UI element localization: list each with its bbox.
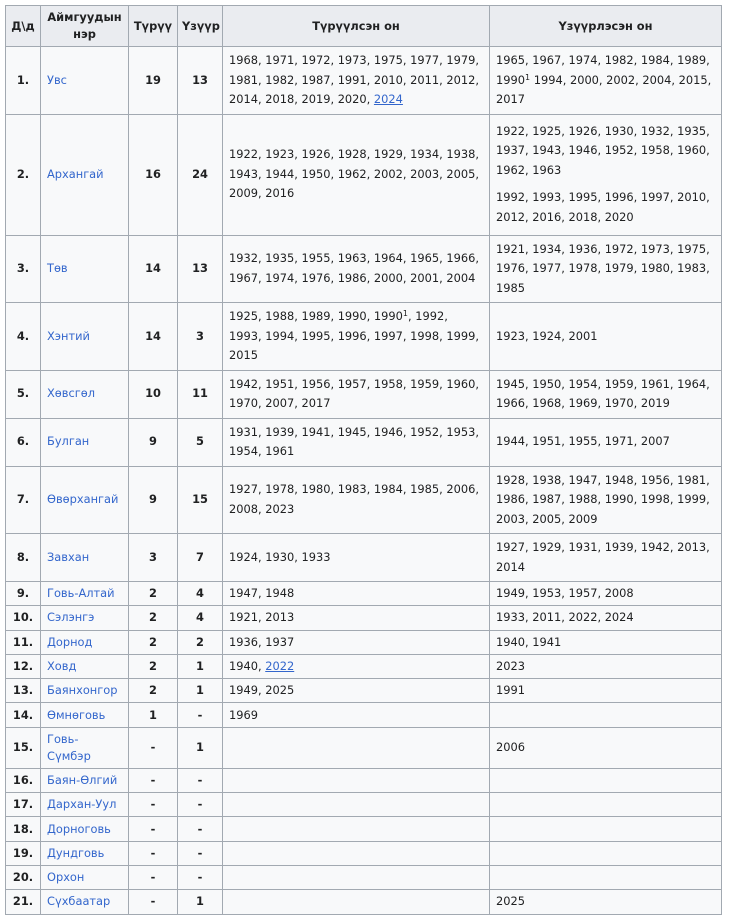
losses-count: - xyxy=(178,768,223,792)
losses-count: - xyxy=(178,841,223,865)
won-years-text: 1925, 1988, 1989, 1990, 1990 xyxy=(229,309,403,323)
won-years: 1931, 1939, 1941, 1945, 1946, 1952, 1953, 1954, 1961 xyxy=(223,418,490,466)
losses-count: 13 xyxy=(178,47,223,115)
aimag-link[interactable]: Архангай xyxy=(47,166,104,181)
won-years xyxy=(223,890,490,914)
table-row xyxy=(6,47,722,115)
lost-years: 1940, 1941 xyxy=(490,630,722,654)
aimag-results-table xyxy=(5,5,722,915)
wins-count: 19 xyxy=(129,47,178,115)
row-number: 16. xyxy=(6,768,41,792)
table-row xyxy=(6,235,722,303)
losses-count: 1 xyxy=(178,679,223,703)
row-number: 12. xyxy=(6,654,41,678)
won-years: 1932, 1935, 1955, 1963, 1964, 1965, 1966, 1967, 1974, 1976, 1986, 2000, 2001, 2004 xyxy=(223,235,490,303)
wins-count: 3 xyxy=(129,534,178,582)
row-number: 10. xyxy=(6,606,41,630)
aimag-link[interactable]: Сэлэнгэ xyxy=(47,610,95,625)
aimag-name xyxy=(41,303,129,371)
row-number: 3. xyxy=(6,235,41,303)
table-row xyxy=(6,534,722,582)
losses-count: 1 xyxy=(178,890,223,914)
wins-count: 16 xyxy=(129,114,178,235)
header-name[interactable] xyxy=(41,6,129,47)
header-name-line2: нэр xyxy=(73,27,96,41)
row-number: 13. xyxy=(6,679,41,703)
row-number: 2. xyxy=(6,114,41,235)
lost-years: 2006 xyxy=(490,727,722,768)
aimag-name xyxy=(41,890,129,914)
losses-count: 4 xyxy=(178,582,223,606)
row-number: 7. xyxy=(6,466,41,534)
aimag-link[interactable]: Говь-Алтай xyxy=(47,586,115,601)
aimag-name xyxy=(41,793,129,817)
losses-count: 11 xyxy=(178,370,223,418)
table-row xyxy=(6,793,722,817)
lost-years xyxy=(490,47,722,115)
wins-count: 2 xyxy=(129,630,178,654)
losses-count: 15 xyxy=(178,466,223,534)
losses-count: 1 xyxy=(178,727,223,768)
aimag-name xyxy=(41,534,129,582)
row-number: 17. xyxy=(6,793,41,817)
table-row xyxy=(6,679,722,703)
row-number: 14. xyxy=(6,703,41,727)
aimag-name xyxy=(41,841,129,865)
row-number: 4. xyxy=(6,303,41,371)
losses-count: 1 xyxy=(178,654,223,678)
lost-years: 1945, 1950, 1954, 1959, 1961, 1964, 1966, 1968, 1969, 1970, 2019 xyxy=(490,370,722,418)
wins-count: 2 xyxy=(129,582,178,606)
won-years xyxy=(223,768,490,792)
aimag-name xyxy=(41,865,129,889)
wins-count: - xyxy=(129,793,178,817)
wins-count: 1 xyxy=(129,703,178,727)
row-number: 9. xyxy=(6,582,41,606)
lost-years xyxy=(490,865,722,889)
table-row xyxy=(6,841,722,865)
aimag-name xyxy=(41,418,129,466)
won-years: 1969 xyxy=(223,703,490,727)
lost-years: 1949, 1953, 1957, 2008 xyxy=(490,582,722,606)
aimag-link[interactable]: Завхан xyxy=(47,549,90,564)
table-row xyxy=(6,890,722,914)
aimag-name xyxy=(41,703,129,727)
lost-years: 1928, 1938, 1947, 1948, 1956, 1981, 1986, 1987, 1988, 1990, 1998, 1999, 2003, 2005, 2009 xyxy=(490,466,722,534)
lost-years: 2025 xyxy=(490,890,722,914)
table-row xyxy=(6,418,722,466)
table-row xyxy=(6,768,722,792)
won-years xyxy=(223,865,490,889)
aimag-name xyxy=(41,630,129,654)
aimag-link[interactable]: Ховд xyxy=(47,659,77,674)
table-row xyxy=(6,727,722,768)
aimag-name xyxy=(41,727,129,768)
row-number: 8. xyxy=(6,534,41,582)
table-row xyxy=(6,466,722,534)
losses-count: - xyxy=(178,703,223,727)
header-num[interactable]: Д\д xyxy=(6,6,41,47)
won-years xyxy=(223,841,490,865)
wins-count: - xyxy=(129,817,178,841)
aimag-link[interactable]: Төв xyxy=(47,261,68,275)
lost-years: 2023 xyxy=(490,654,722,678)
aimag-name xyxy=(41,582,129,606)
aimag-link[interactable]: Өмнөговь xyxy=(47,707,106,722)
wins-count: 2 xyxy=(129,679,178,703)
wins-count: 2 xyxy=(129,654,178,678)
wins-count: 2 xyxy=(129,606,178,630)
losses-count: 13 xyxy=(178,235,223,303)
table-row xyxy=(6,817,722,841)
header-losses[interactable]: Үзүүр xyxy=(178,6,223,47)
header-lost-years[interactable]: Үзүүрлэсэн он xyxy=(490,6,722,47)
won-years xyxy=(223,47,490,115)
aimag-link[interactable]: Увс xyxy=(47,72,67,87)
wins-count: - xyxy=(129,727,178,768)
won-years: 1949, 2025 xyxy=(223,679,490,703)
won-years xyxy=(223,654,490,678)
wins-count: - xyxy=(129,890,178,914)
lost-years: 1921, 1934, 1936, 1972, 1973, 1975, 1976, 1977, 1978, 1979, 1980, 1983, 1985 xyxy=(490,235,722,303)
aimag-name xyxy=(41,466,129,534)
wins-count: - xyxy=(129,841,178,865)
losses-count: - xyxy=(178,817,223,841)
losses-count: 24 xyxy=(178,114,223,235)
lost-years-paragraph: 1992, 1993, 1995, 1996, 1997, 2010, 2012, 2016, 2018, 2020 xyxy=(496,190,710,224)
aimag-link[interactable]: Дархан-Уул xyxy=(47,797,117,812)
aimag-link[interactable]: Орхон xyxy=(47,870,85,885)
lost-years xyxy=(490,793,722,817)
wins-count: 14 xyxy=(129,235,178,303)
aimag-link[interactable]: Сүхбаатар xyxy=(47,894,111,909)
losses-count: 5 xyxy=(178,418,223,466)
won-years-text: 1968, 1971, 1972, 1973, 1975, 1977, 1979, 1981, 1982, 1987, 1991, 2010, 2011, 2012, 2014, 2018, 2019, 2020, xyxy=(229,53,479,106)
lost-years xyxy=(490,114,722,235)
wins-count: 9 xyxy=(129,466,178,534)
lost-years: 1944, 1951, 1955, 1971, 2007 xyxy=(490,418,722,466)
row-number: 6. xyxy=(6,418,41,466)
won-years xyxy=(223,817,490,841)
lost-years-text: 1994, 2000, 2002, 2004, 2015, 2017 xyxy=(496,72,712,106)
won-years-text: 1940, xyxy=(229,659,266,674)
row-number: 5. xyxy=(6,370,41,418)
year-link[interactable]: 2024 xyxy=(373,92,403,106)
lost-years: 1927, 1929, 1931, 1939, 1942, 2013, 2014 xyxy=(490,534,722,582)
table-row xyxy=(6,606,722,630)
header-won-years[interactable]: Түрүүлсэн он xyxy=(223,6,490,47)
table-row xyxy=(6,865,722,889)
table-row xyxy=(6,630,722,654)
aimag-link[interactable]: Дорнод xyxy=(47,634,93,649)
won-years xyxy=(223,727,490,768)
table-row xyxy=(6,703,722,727)
lost-years xyxy=(490,703,722,727)
aimag-link[interactable]: Хэнтий xyxy=(47,328,90,343)
wins-count: 10 xyxy=(129,370,178,418)
lost-years: 1933, 2011, 2022, 2024 xyxy=(490,606,722,630)
wins-count: - xyxy=(129,768,178,792)
aimag-link[interactable]: Баян-Өлгий xyxy=(47,772,118,787)
header-name-line1: Аймгуудын xyxy=(47,10,122,24)
row-number: 19. xyxy=(6,841,41,865)
aimag-name xyxy=(41,654,129,678)
year-link[interactable]: 2022 xyxy=(265,659,295,674)
lost-years xyxy=(490,817,722,841)
header-wins[interactable]: Түрүү xyxy=(129,6,178,47)
aimag-name xyxy=(41,817,129,841)
table-row xyxy=(6,654,722,678)
won-years xyxy=(223,303,490,371)
row-number: 18. xyxy=(6,817,41,841)
aimag-link[interactable]: Өвөрхангай xyxy=(47,492,119,506)
header-row xyxy=(6,6,722,47)
footnote-marker[interactable]: 1 xyxy=(402,309,409,318)
lost-years xyxy=(490,841,722,865)
table-row xyxy=(6,582,722,606)
losses-count: 2 xyxy=(178,630,223,654)
losses-count: - xyxy=(178,865,223,889)
row-number: 1. xyxy=(6,47,41,115)
aimag-link[interactable]: Булган xyxy=(47,434,90,449)
lost-years-paragraph: 1922, 1925, 1926, 1930, 1932, 1935, 1937, 1943, 1946, 1952, 1958, 1960, 1962, 1963 xyxy=(496,123,710,177)
aimag-name xyxy=(41,606,129,630)
aimag-link[interactable]: Дундговь xyxy=(47,845,105,860)
won-years: 1927, 1978, 1980, 1983, 1984, 1985, 2006, 2008, 2023 xyxy=(223,466,490,534)
won-years: 1936, 1937 xyxy=(223,630,490,654)
won-years: 1942, 1951, 1956, 1957, 1958, 1959, 1960, 1970, 2007, 2017 xyxy=(223,370,490,418)
aimag-name xyxy=(41,114,129,235)
won-years-text: , 1992, 1993, 1994, 1995, 1996, 1997, 1998, 1999, 2015 xyxy=(229,309,479,362)
wins-count: - xyxy=(129,865,178,889)
lost-years: 1923, 1924, 2001 xyxy=(490,303,722,371)
lost-years-text: 1965, 1967, 1974, 1982, 1984, 1989, 1990 xyxy=(496,53,710,87)
wins-count: 9 xyxy=(129,418,178,466)
row-number: 21. xyxy=(6,890,41,914)
aimag-name xyxy=(41,679,129,703)
losses-count: - xyxy=(178,793,223,817)
table-row xyxy=(6,370,722,418)
won-years: 1921, 2013 xyxy=(223,606,490,630)
losses-count: 4 xyxy=(178,606,223,630)
aimag-link[interactable]: Дорноговь xyxy=(47,821,111,836)
won-years: 1924, 1930, 1933 xyxy=(223,534,490,582)
table-row xyxy=(6,114,722,235)
losses-count: 3 xyxy=(178,303,223,371)
lost-years: 1991 xyxy=(490,679,722,703)
table-row xyxy=(6,303,722,371)
row-number: 11. xyxy=(6,630,41,654)
won-years: 1922, 1923, 1926, 1928, 1929, 1934, 1938, 1943, 1944, 1950, 1962, 2002, 2003, 2005, 2009, 2016 xyxy=(223,114,490,235)
lost-years xyxy=(490,768,722,792)
losses-count: 7 xyxy=(178,534,223,582)
aimag-link[interactable]: Баянхонгор xyxy=(47,683,118,698)
row-number: 15. xyxy=(6,727,41,768)
won-years xyxy=(223,793,490,817)
aimag-name xyxy=(41,370,129,418)
aimag-name xyxy=(41,235,129,303)
wins-count: 14 xyxy=(129,303,178,371)
row-number: 20. xyxy=(6,865,41,889)
won-years: 1947, 1948 xyxy=(223,582,490,606)
aimag-link[interactable]: Говь-Сүмбэр xyxy=(47,731,91,763)
footnote-marker[interactable]: 1 xyxy=(525,72,531,82)
aimag-name xyxy=(41,768,129,792)
aimag-name xyxy=(41,47,129,115)
aimag-link[interactable]: Хөвсгөл xyxy=(47,386,95,401)
